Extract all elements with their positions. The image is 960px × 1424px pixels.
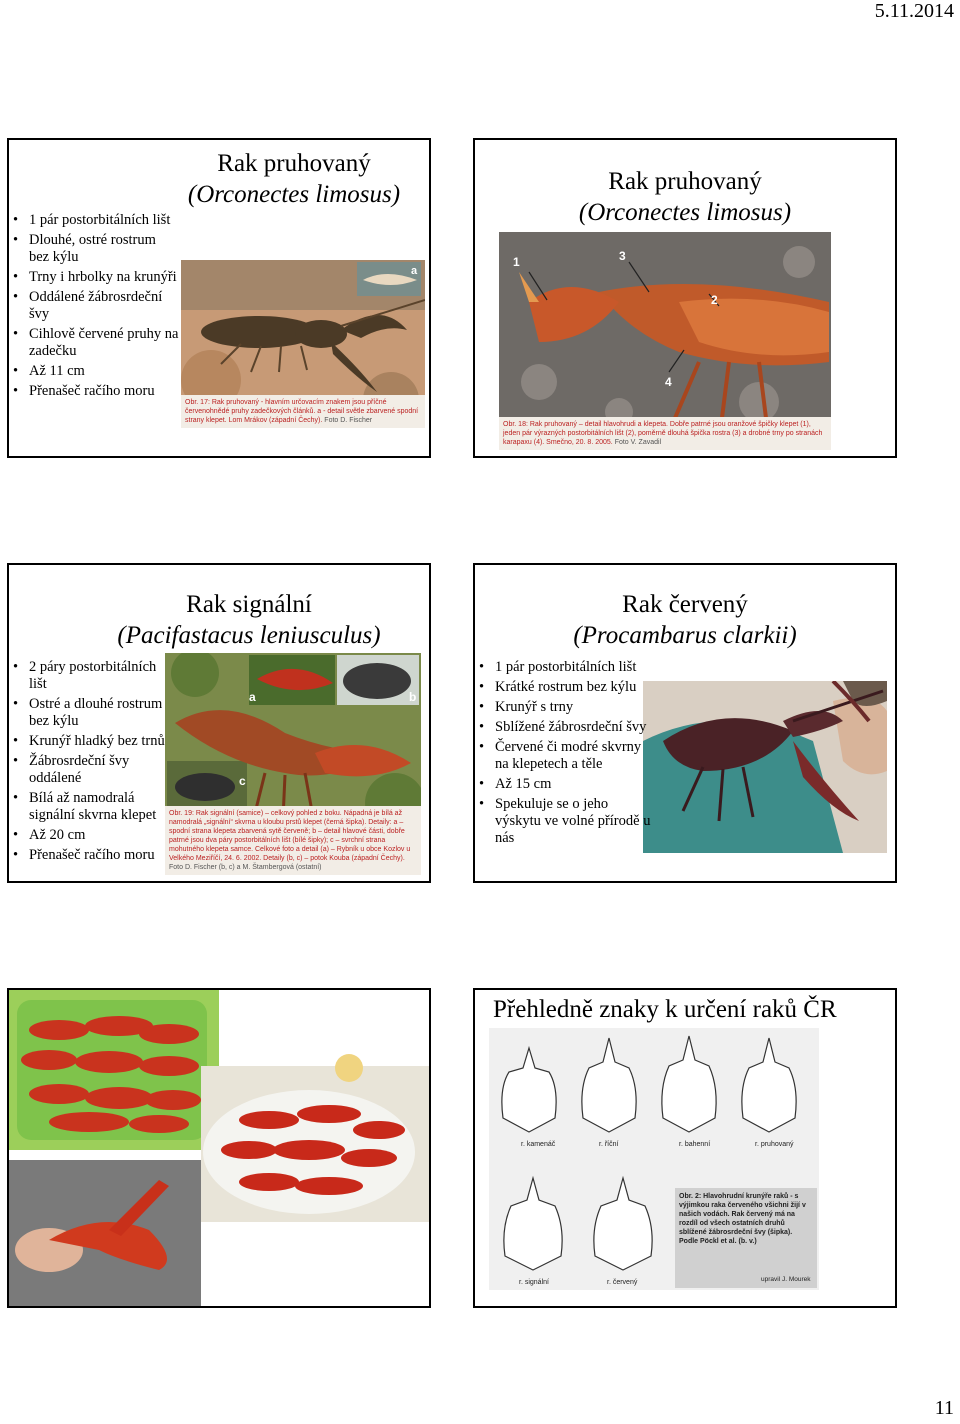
bullet-item: • Červené či modré skvrny na klepetech a těle: [477, 739, 653, 773]
species-label: r. signální: [519, 1279, 549, 1286]
bullet-item: • Až 11 cm: [11, 363, 179, 380]
page-number: 11: [934, 1397, 954, 1419]
title-latin: (Pacifastacus leniusculus): [117, 622, 381, 649]
bullet-item: • Krunýř s trny: [477, 699, 653, 716]
photo-label-c: c: [239, 774, 246, 788]
photo-label-4: 4: [665, 375, 672, 389]
bullet-list: [11, 212, 179, 403]
slide-title: [159, 148, 429, 210]
cooked-crayfish-photos: [9, 990, 429, 1306]
bullet-item: • Přenašeč račího moru: [11, 383, 179, 400]
photo-label-b: b: [409, 690, 417, 704]
caption-text: Obr. 18: Rak pruhovaný – detail hlavohrudi a klepeta. Dobře patrné jsou oranžové špičky klepet (1), jeden pár výrazných postorbitálních lišt (2), poměrně dlouhá špička rostra (3) a drobné trny po stranách karapaxu (4). Smečno, 20. 8. 2005.: [503, 421, 823, 446]
carapace-figure: [489, 1028, 819, 1290]
bullet-item: • Cihlově červené pruhy na zadečku: [11, 326, 179, 360]
photo-caption: [499, 417, 831, 450]
photo-caption: [165, 806, 421, 875]
page-date: 5.11.2014: [874, 0, 954, 22]
slide-5: [7, 988, 431, 1308]
slide-title: Přehledně znaky k určení raků ČR: [493, 996, 837, 1023]
bullet-item: • Dlouhé, ostré rostrum bez kýlu: [11, 232, 179, 266]
title-latin: (Orconectes limosus): [578, 199, 792, 226]
bullet-item: • Oddálené žábrosrdeční švy: [11, 289, 179, 323]
slide-4: [473, 563, 897, 883]
bullet-item: • Sblížené žábrosrdeční švy: [477, 719, 653, 736]
photo-label-a: a: [411, 265, 418, 277]
title-latin: (Orconectes limosus): [187, 181, 401, 208]
caption-credit: Foto D. Fischer: [324, 417, 373, 424]
caption-credit: Foto V. Zavadil: [614, 439, 662, 446]
photo-label-2: 2: [711, 293, 718, 307]
bullet-item: • Bílá až namodralá signální skvrna klepet: [11, 790, 167, 824]
photo-label-a: a: [249, 690, 256, 704]
crayfish-photo: [181, 260, 425, 428]
title-czech: Rak signální: [186, 591, 312, 618]
slide-title: [475, 589, 895, 651]
caption-text: Obr. 19: Rak signální (samice) – celkový pohled z boku. Nápadná je bílá až namodralá „signální“ skvrna u kloubu prstů klepet (černá šipka). Detaily: a – spodní strana klepeta zbarvená sytě červeně; b – detail hlavové části, dobře patrné jsou dva páry postorbitálních lišt (bílé šipky); c – svrchní strana mohutného klepeta samce. Celkové foto a detail (a) – Rybník u obce Kozlov u Velkého Meziříčí, 24. 6. 2002. Detaily (b, c) – potok Kouba (západní Čechy).: [169, 810, 411, 862]
slide-3: [7, 563, 431, 883]
crayfish-head-photo: [499, 232, 831, 450]
slide-title: [475, 166, 895, 228]
red-crayfish-drawing: [643, 681, 887, 853]
bullet-item: • 2 páry postorbitálních lišt: [11, 659, 167, 693]
species-label: r. bahenní: [679, 1141, 711, 1148]
caption-credit: Foto D. Fischer (b, c) a M. Štambergová (ostatní): [169, 864, 322, 871]
bullet-item: • Žábrosrdeční švy oddálené: [11, 753, 167, 787]
species-label: r. pruhovaný: [755, 1141, 794, 1148]
bullet-item: • Krátké rostrum bez kýlu: [477, 679, 653, 696]
figure-note: Obr. 2: Hlavohrudní krunýře raků - s výjimkou raka červeného všichni žijí v našich vodách. Rak červený má na rozdíl od všech ostatních druhů sblížené žábrosrdeční švy (šipka). Podle Pöckl et al. (b. v.): [679, 1193, 806, 1245]
bullet-item: • Spekuluje se o jeho výskytu ve volné přírodě u nás: [477, 796, 653, 847]
species-label: r. kamenáč: [521, 1141, 556, 1148]
title-czech: Rak pruhovaný: [608, 168, 762, 195]
red-crayfish-photo: [643, 681, 887, 853]
photo-label-3: 3: [619, 249, 626, 263]
caption-text: Obr. 17: Rak pruhovaný - hlavním určovacím znakem jsou příčné červenohnědé pruhy zadečkových článků. a - detail světle zbarvené spodní strany klepet. Lom Mrákov (západní Čechy).: [185, 399, 419, 424]
bullet-list: [477, 659, 653, 850]
photo-caption: [181, 395, 425, 428]
bullet-item: • Trny i hrbolky na krunýři: [11, 269, 179, 286]
bullet-item: • 1 pár postorbitálních lišt: [477, 659, 653, 676]
photo-label-1: 1: [513, 255, 520, 269]
carapace-drawings: [489, 1028, 819, 1290]
bullet-item: • Krunýř hladký bez trnů: [11, 733, 167, 750]
bullet-item: • Ostré a dlouhé rostrum bez kýlu: [11, 696, 167, 730]
slide-2: [473, 138, 897, 458]
slide-6: [473, 988, 897, 1308]
species-label: r. červený: [607, 1279, 638, 1286]
title-czech: Rak červený: [622, 591, 748, 618]
slide-1: [7, 138, 431, 458]
signal-crayfish-photo: [165, 653, 421, 875]
figure-credit: upravil J. Mourek: [761, 1276, 811, 1283]
bullet-item: • Přenašeč račího moru: [11, 847, 167, 864]
bullet-item: • Až 15 cm: [477, 776, 653, 793]
bullet-item: • 1 pár postorbitálních lišt: [11, 212, 179, 229]
title-czech: Rak pruhovaný: [217, 150, 371, 177]
bullet-item: • Až 20 cm: [11, 827, 167, 844]
bullet-list: [11, 659, 167, 867]
species-label: r. říční: [599, 1141, 619, 1148]
slide-title: [79, 589, 419, 651]
title-latin: (Procambarus clarkii): [573, 622, 797, 649]
